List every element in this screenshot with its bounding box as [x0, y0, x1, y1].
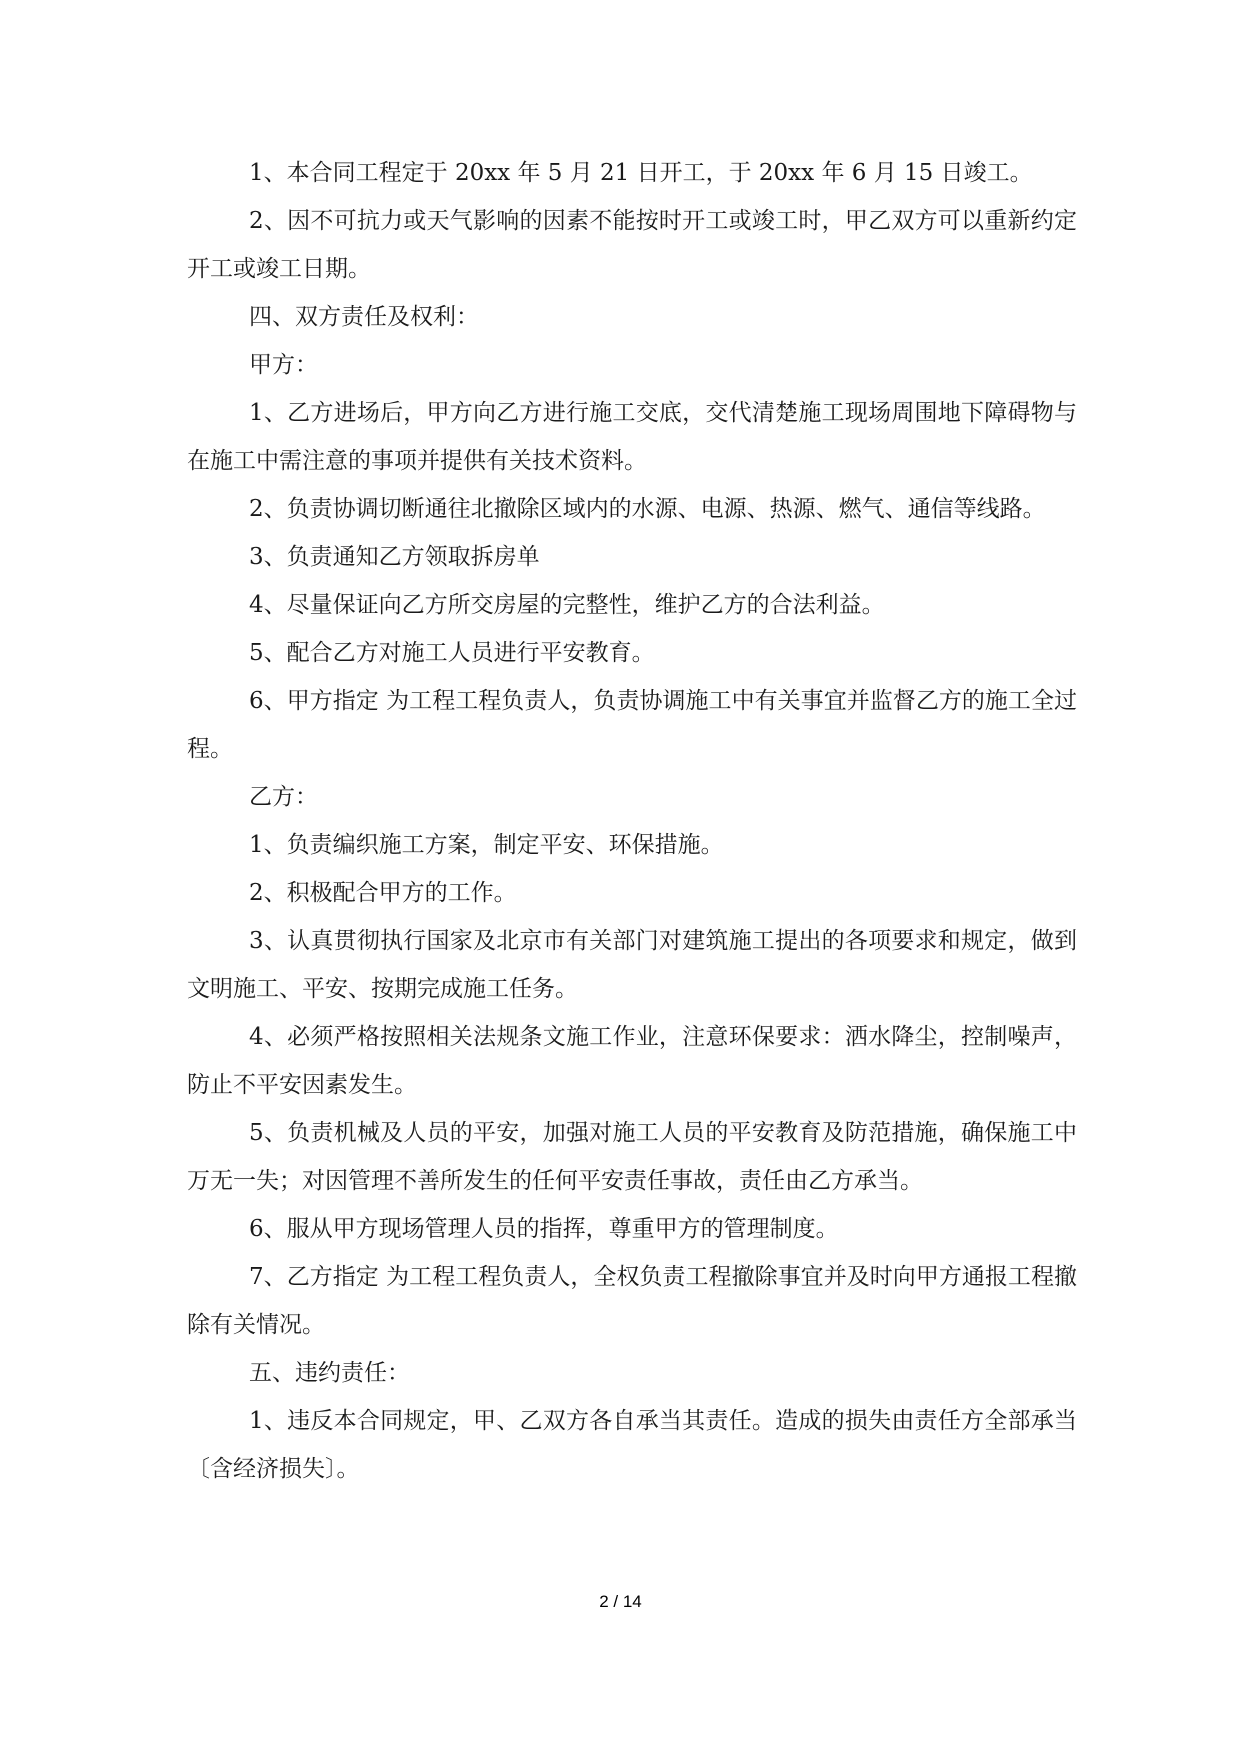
party-b-item-3: 3、认真贯彻执行国家及北京市有关部门对建筑施工提出的各项要求和规定，做到文明施工、平安、按期完成施工任务。 — [187, 928, 1077, 1002]
party-a-item-3: 3、负责通知乙方领取拆房单 — [249, 544, 540, 570]
party-a-item-2: 2、负责协调切断通往北撤除区域内的水源、电源、热源、燃气、通信等线路。 — [249, 496, 1046, 522]
page-number: 2 / 14 — [599, 1592, 642, 1611]
document-body — [187, 149, 1077, 1493]
party-b-item-7: 7、乙方指定 为工程工程负责人，全权负责工程撤除事宜并及时向甲方通报工程撤除有关情况。 — [187, 1264, 1077, 1338]
paragraph-force-majeure: 2、因不可抗力或天气影响的因素不能按时开工或竣工时，甲乙双方可以重新约定开工或竣工日期。 — [187, 208, 1077, 282]
liability-item-1: 1、违反本合同规定，甲、乙双方各自承当其责任。造成的损失由责任方全部承当〔含经济损失〕。 — [187, 1408, 1077, 1482]
party-a-item-4: 4、尽量保证向乙方所交房屋的完整性，维护乙方的合法利益。 — [249, 592, 885, 618]
party-b-item-2: 2、积极配合甲方的工作。 — [249, 880, 517, 906]
party-a-item-5: 5、配合乙方对施工人员进行平安教育。 — [249, 640, 655, 666]
party-b-heading: 乙方： — [249, 784, 318, 810]
party-b-item-5: 5、负责机械及人员的平安，加强对施工人员的平安教育及防范措施，确保施工中万无一失；对因管理不善所发生的任何平安责任事故，责任由乙方承当。 — [187, 1120, 1077, 1194]
party-a-item-1: 1、乙方进场后，甲方向乙方进行施工交底，交代清楚施工现场周围地下障碍物与在施工中需注意的事项并提供有关技术资料。 — [187, 400, 1077, 474]
party-b-item-1: 1、负责编织施工方案，制定平安、环保措施。 — [249, 832, 724, 858]
party-b-item-4: 4、必须严格按照相关法规条文施工作业，注意环保要求：洒水降尘，控制噪声，防止不平安因素发生。 — [187, 1024, 1077, 1098]
party-a-item-6: 6、甲方指定 为工程工程负责人，负责协调施工中有关事宜并监督乙方的施工全过程。 — [187, 688, 1077, 762]
paragraph-start-date: 1、本合同工程定于 20xx 年 5 月 21 日开工，于 20xx 年 6 月 15 日竣工。 — [249, 160, 1033, 186]
party-b-item-6: 6、服从甲方现场管理人员的指挥，尊重甲方的管理制度。 — [249, 1216, 839, 1242]
section-heading-liability: 五、违约责任： — [249, 1360, 410, 1386]
party-a-heading: 甲方： — [249, 352, 318, 378]
section-heading-responsibilities: 四、双方责任及权利： — [249, 304, 479, 330]
